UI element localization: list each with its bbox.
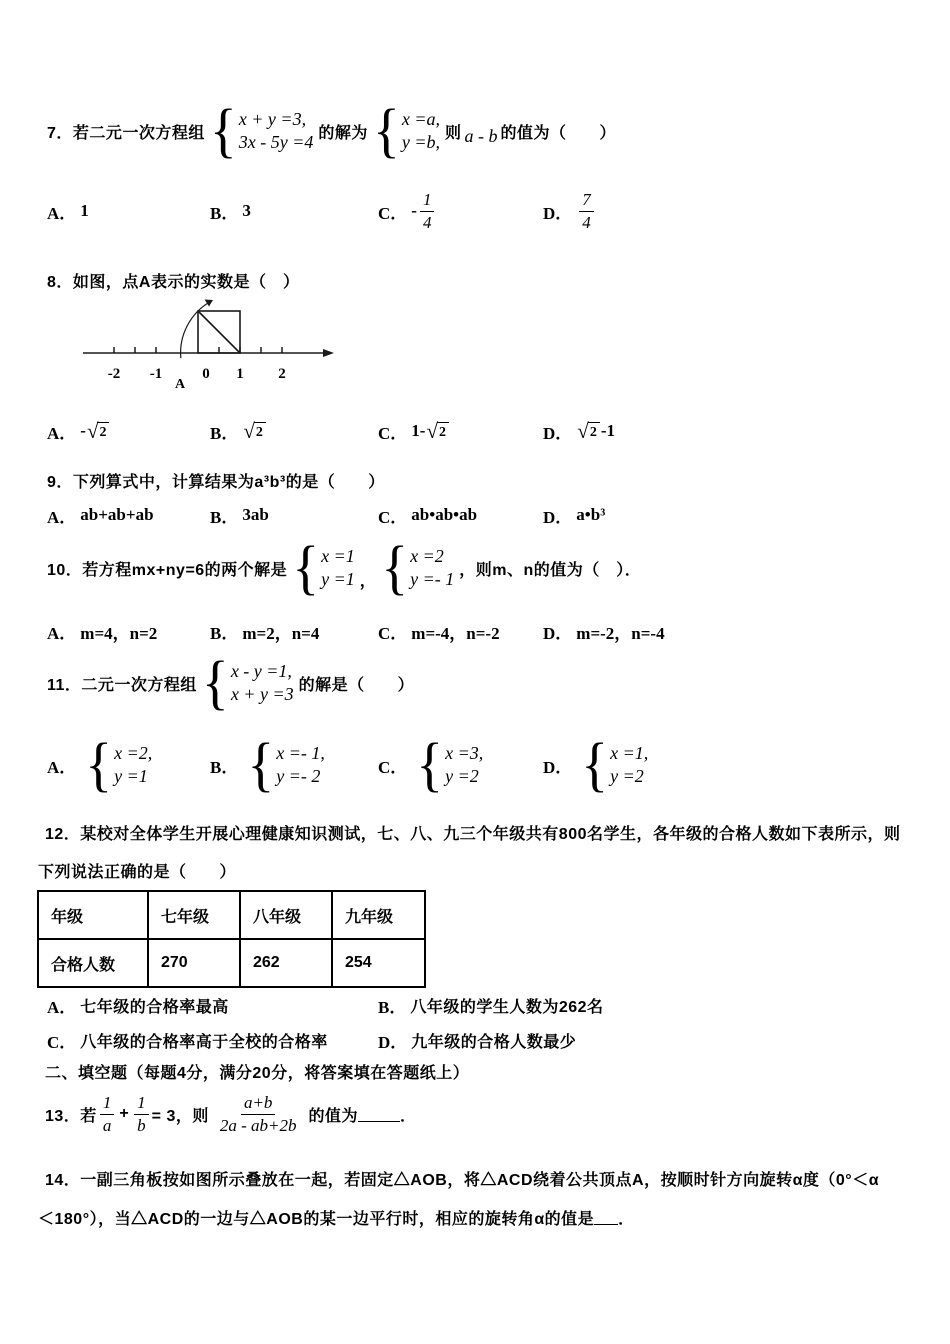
q11-option-b [210, 728, 330, 802]
option-value: a•b³ [576, 505, 606, 524]
option-prefix: 1- [411, 421, 426, 440]
option-value: 3 [242, 201, 251, 220]
solution-system-1 [292, 534, 355, 602]
q12-option-b [378, 992, 604, 1018]
point-a-label: A [174, 377, 186, 392]
option-label: B． [210, 623, 239, 643]
radicand: 2 [254, 422, 266, 442]
radicand: 2 [588, 422, 600, 442]
question-8-text: 8．如图，点A表示的实数是（ ） [47, 273, 300, 291]
fraction-numerator: a+b [241, 1092, 275, 1114]
minus-sign: - [411, 201, 417, 220]
fraction [134, 1092, 149, 1136]
table-cell: 270 [148, 939, 240, 987]
question-14-text: 14．一副三角板按如图所示叠放在一起，若固定△AOB，将△ACD绕着公共顶点A，按顺时针方向旋转α度（0°＜α [45, 1171, 880, 1189]
left-brace: { [247, 731, 275, 799]
equation-line: x =1, [610, 743, 649, 763]
question-13-equals: = 3，则 [151, 1107, 209, 1125]
table-header-cell: 八年级 [240, 891, 332, 939]
left-brace: { [292, 534, 320, 602]
option-value: 九年级的合格人数最少 [411, 1033, 577, 1051]
q12-option-d [378, 1027, 576, 1053]
q11-option-d [543, 728, 653, 802]
fraction-numerator: 1 [134, 1092, 149, 1114]
q9-option-c [378, 502, 477, 528]
option-suffix: -1 [600, 421, 615, 440]
period: ． [618, 1210, 635, 1228]
equation-system-2 [372, 97, 440, 165]
square-root [243, 418, 266, 443]
q8-option-d [543, 410, 615, 452]
option-value: 3ab [242, 505, 269, 524]
equation-line: x + y =3, [238, 109, 307, 129]
equation-line: y =- 2 [276, 766, 321, 786]
option-value: 八年级的学生人数为262名 [410, 998, 604, 1016]
table-row-label: 合格人数 [38, 939, 148, 987]
radical-sign: √ [577, 418, 589, 443]
solution-system [581, 731, 649, 799]
q12-option-c [47, 1027, 328, 1053]
table-header-row [38, 891, 425, 939]
question-11-suffix: 的解是（ ） [298, 676, 415, 694]
radical-sign: √ [243, 418, 255, 443]
q8-option-c [378, 410, 450, 452]
option-label: A． [47, 757, 77, 777]
tick-label: 2 [278, 366, 286, 382]
q8-option-a [47, 410, 110, 452]
fraction-denominator: 2a - ab+2b [219, 1115, 297, 1135]
question-14-line1 [45, 1166, 879, 1190]
option-label: A． [47, 997, 77, 1017]
math-expression: a - b [464, 125, 498, 146]
option-label: C． [378, 423, 408, 443]
question-12-line2 [38, 858, 236, 882]
option-label: C． [378, 757, 408, 777]
section-title: 二、填空题（每题4分，满分20分，将答案填在答题纸上） [45, 1064, 470, 1082]
square-root [86, 418, 110, 443]
equation-system-1 [209, 97, 314, 165]
question-11-prefix: 11．二元一次方程组 [47, 676, 197, 694]
system-lines [445, 742, 483, 788]
option-label: A． [47, 507, 77, 527]
question-12-text: 下列说法正确的是（ ） [38, 863, 237, 881]
fraction-numerator: 7 [579, 189, 594, 211]
system-lines [410, 545, 454, 591]
option-label: C． [378, 203, 408, 223]
period: ． [400, 1107, 417, 1125]
equation-line: x =2 [410, 546, 444, 566]
radicand: 2 [437, 422, 449, 442]
q9-option-b [210, 502, 269, 528]
radical-sign: √ [86, 418, 99, 443]
left-brace: { [381, 534, 409, 602]
option-label: A． [47, 623, 77, 643]
left-brace: { [581, 731, 609, 799]
option-value: m=-2，n=-4 [576, 623, 665, 643]
question-13-prefix: 13．若 [45, 1107, 97, 1125]
question-7-prefix: 7．若二元一次方程组 [47, 124, 205, 142]
plus-sign: + [119, 1105, 130, 1122]
section-2-header [45, 1059, 469, 1083]
question-11 [47, 650, 414, 716]
option-value: 1 [80, 201, 89, 220]
axis-arrowhead [323, 349, 334, 357]
q11-option-c [378, 728, 488, 802]
radicand: 2 [97, 422, 109, 442]
equation-line: y =1 [114, 766, 148, 786]
equation-line: 3x - 5y =4 [238, 132, 314, 152]
tick-label: 1 [236, 366, 244, 382]
table-row [38, 939, 425, 987]
q9-option-d [543, 502, 605, 528]
fraction-denominator: 4 [422, 212, 432, 232]
option-value: 八年级的合格率高于全校的合格率 [80, 1033, 328, 1051]
question-10 [47, 535, 641, 601]
equation-line: x =1 [321, 546, 355, 566]
question-7 [47, 95, 616, 167]
option-label: B． [210, 757, 239, 777]
option-value: ab+ab+ab [80, 505, 154, 524]
answer-blank [358, 1106, 400, 1122]
question-7-then: 则 [444, 124, 462, 142]
question-9 [47, 468, 385, 492]
table-header-cell: 七年级 [148, 891, 240, 939]
equation-system [201, 649, 294, 717]
answer-blank [594, 1209, 618, 1225]
option-label: B． [210, 203, 239, 223]
q10-option-d [543, 618, 665, 644]
fraction [100, 1092, 115, 1136]
left-brace: { [85, 731, 113, 799]
option-value: ab•ab•ab [411, 505, 478, 524]
q7-option-d [543, 185, 597, 237]
question-7-mid: 的解为 [318, 124, 368, 142]
question-7-suffix: 的值为（ ） [500, 124, 616, 142]
solution-system [85, 731, 153, 799]
question-13 [45, 1085, 417, 1143]
option-label: A． [47, 203, 77, 223]
equation-line: x - y =1, [230, 661, 292, 681]
question-10-prefix: 10．若方程mx+ny=6的两个解是 [47, 561, 288, 579]
option-label: D． [543, 203, 573, 223]
left-brace: { [416, 731, 444, 799]
option-label: B． [378, 997, 407, 1017]
tick-label: -1 [149, 366, 163, 382]
option-label: C． [47, 1032, 77, 1052]
fraction [579, 189, 594, 233]
system-lines [239, 108, 314, 154]
number-line-figure [80, 298, 340, 393]
fraction-numerator: 1 [420, 189, 435, 211]
radical-sign: √ [426, 418, 438, 443]
left-brace: { [372, 97, 400, 165]
square-diagonal [198, 311, 240, 353]
equation-line: x + y =3 [230, 684, 294, 704]
q12-option-a [47, 992, 229, 1018]
table-header-cell: 九年级 [332, 891, 425, 939]
equation-line: y =1 [321, 569, 355, 589]
solution-system [416, 731, 484, 799]
option-label: D． [543, 423, 573, 443]
equation-line: x =3, [445, 743, 484, 763]
question-14-line2 [38, 1205, 635, 1229]
option-label: D． [543, 757, 573, 777]
option-prefix: - [80, 421, 86, 440]
compass-arc [181, 302, 211, 359]
question-10-suffix: ，则m、n的值为（ ）． [459, 561, 642, 579]
system-lines [321, 545, 355, 591]
option-value: m=2，n=4 [242, 623, 320, 643]
square-root [577, 418, 600, 443]
equation-line: y =2 [610, 766, 644, 786]
system-lines [610, 742, 648, 788]
fraction-denominator: b [137, 1115, 146, 1135]
option-label: B． [210, 507, 239, 527]
fraction-denominator: a [102, 1115, 112, 1135]
table-cell: 262 [240, 939, 332, 987]
option-label: D． [378, 1032, 408, 1052]
left-brace: { [201, 649, 229, 717]
q7-option-a [47, 185, 89, 237]
option-label: C． [378, 623, 408, 643]
square-root [426, 418, 449, 443]
q7-option-b [210, 185, 251, 237]
solution-system-2 [381, 534, 455, 602]
q10-option-b [210, 618, 319, 644]
question-12-line1 [45, 820, 901, 844]
system-lines [276, 742, 325, 788]
fraction [420, 189, 435, 233]
system-lines [114, 742, 152, 788]
fraction-numerator: 1 [100, 1092, 115, 1114]
option-label: B． [210, 423, 239, 443]
question-13-suffix: 的值为 [308, 1107, 359, 1125]
question-8 [47, 268, 299, 292]
option-value: m=-4，n=-2 [411, 623, 500, 643]
q7-option-c [378, 185, 437, 237]
option-label: A． [47, 423, 77, 443]
option-label: D． [543, 623, 573, 643]
table-header-cell: 年级 [38, 891, 148, 939]
option-label: C． [378, 507, 408, 527]
q11-option-a [47, 728, 157, 802]
tick-label: 0 [202, 366, 210, 382]
system-lines [231, 660, 294, 706]
left-brace: { [209, 97, 237, 165]
q9-option-a [47, 502, 154, 528]
pass-count-table [37, 890, 426, 988]
q8-option-b [210, 410, 267, 452]
equation-line: y =b, [401, 132, 440, 152]
fraction-denominator: 4 [582, 212, 591, 232]
equation-line: y =- 1 [410, 569, 455, 589]
q10-option-a [47, 618, 157, 644]
equation-line: y =2 [445, 766, 479, 786]
arc-arrowhead [205, 300, 214, 307]
option-label: D． [543, 507, 573, 527]
option-value: m=4，n=2 [80, 623, 158, 643]
separator-comma: ， [359, 573, 377, 590]
question-12-text: 12．某校对全体学生开展心理健康知识测试，七、八、九三个年级共有800名学生，各年级的合格人数如下表所示，则 [45, 825, 901, 843]
equation-line: x =2, [114, 743, 153, 763]
q10-option-c [378, 618, 500, 644]
question-9-text: 9．下列算式中，计算结果为a³b³的是（ ） [47, 473, 385, 491]
question-14-text: ＜180°），当△ACD的一边与△AOB的某一边平行时，相应的旋转角α的值是 [38, 1210, 595, 1228]
tick-label: -2 [107, 366, 121, 382]
equation-line: x =a, [401, 109, 440, 129]
table-cell: 254 [332, 939, 425, 987]
solution-system [247, 731, 325, 799]
fraction [217, 1092, 300, 1136]
system-lines [402, 108, 440, 154]
option-value: 七年级的合格率最高 [80, 998, 229, 1016]
equation-line: x =- 1, [276, 743, 325, 763]
